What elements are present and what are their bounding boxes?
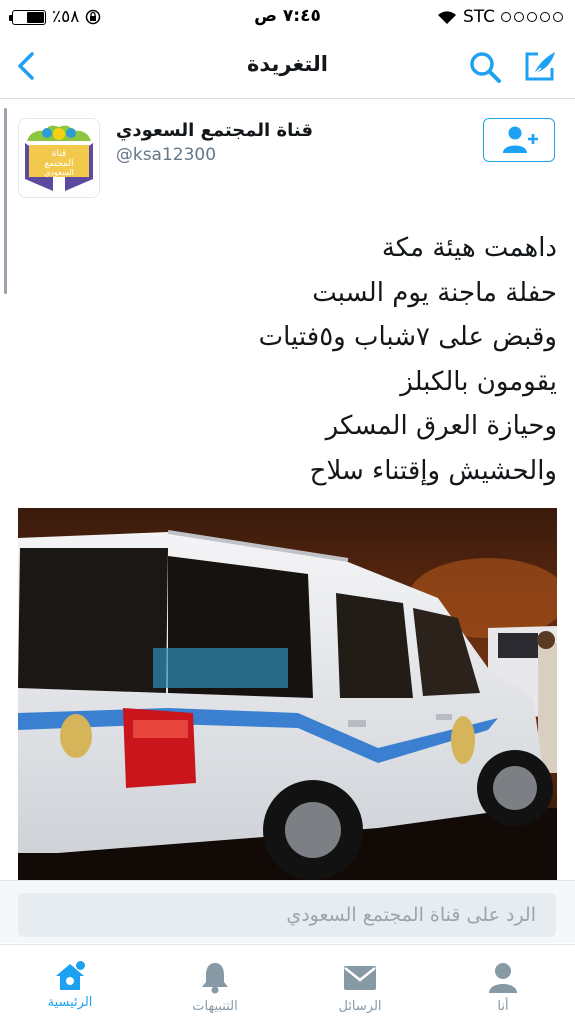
tweet-line: حفلة ماجنة يوم السبت: [312, 277, 557, 308]
carrier-signal: [437, 7, 563, 27]
tweet-body: [259, 226, 557, 493]
tweet-line: وقبض على ٧شباب و٥فتيات: [258, 322, 557, 352]
tab-label: أنا: [497, 999, 509, 1014]
wifi-icon: [437, 10, 457, 25]
bell-icon: [199, 961, 231, 995]
tweet-photo[interactable]: [18, 508, 557, 880]
battery-percent: ٪٥٨: [52, 7, 80, 27]
add-user-icon: [499, 125, 539, 155]
follow-button[interactable]: [483, 118, 555, 162]
tweet-line: داهمت هيئة مكة: [381, 233, 557, 263]
svg-text:قناة: قناة: [51, 149, 67, 159]
tab-messages[interactable]: [310, 961, 410, 1014]
author-avatar[interactable]: [18, 118, 100, 198]
author-info[interactable]: [116, 120, 313, 165]
reply-input[interactable]: الرد على قناة المجتمع السعودي: [18, 893, 556, 937]
tab-label: الرئيسية: [47, 995, 93, 1010]
scroll-indicator: [4, 108, 7, 294]
author-handle[interactable]: @ksa12300: [115, 145, 217, 165]
tweet-line: وحيازة العرق المسكر: [325, 411, 557, 441]
tab-notifications[interactable]: [165, 961, 265, 1014]
signal-icon: [501, 12, 563, 22]
channel-logo: [19, 119, 99, 197]
status-bar: [0, 0, 575, 36]
tab-label: الرسائل: [338, 999, 382, 1014]
tab-home[interactable]: [20, 961, 120, 1010]
carrier-name: STC: [462, 7, 495, 27]
clock: ٧:٤٥ ص: [254, 6, 321, 26]
tab-label: التنبيهات: [192, 999, 238, 1014]
search-icon[interactable]: [468, 50, 502, 84]
tab-me[interactable]: [453, 961, 553, 1014]
author-name[interactable]: قناة المجتمع السعودي: [115, 120, 313, 141]
navigation-bar: [0, 36, 575, 99]
page-title: التغريدة: [247, 52, 328, 76]
tweet-line: يقومون بالكبلز: [400, 366, 557, 397]
svg-text:المجتمع: المجتمع: [44, 159, 74, 169]
envelope-icon: [342, 961, 378, 995]
person-icon: [486, 961, 520, 995]
tweet-line: والحشيش وإقتناء سلاح: [309, 455, 557, 486]
notification-dot: [76, 961, 85, 970]
compose-tweet-icon[interactable]: [522, 48, 558, 84]
svg-text:السعودي: السعودي: [44, 168, 74, 177]
tab-bar: [0, 944, 575, 1025]
